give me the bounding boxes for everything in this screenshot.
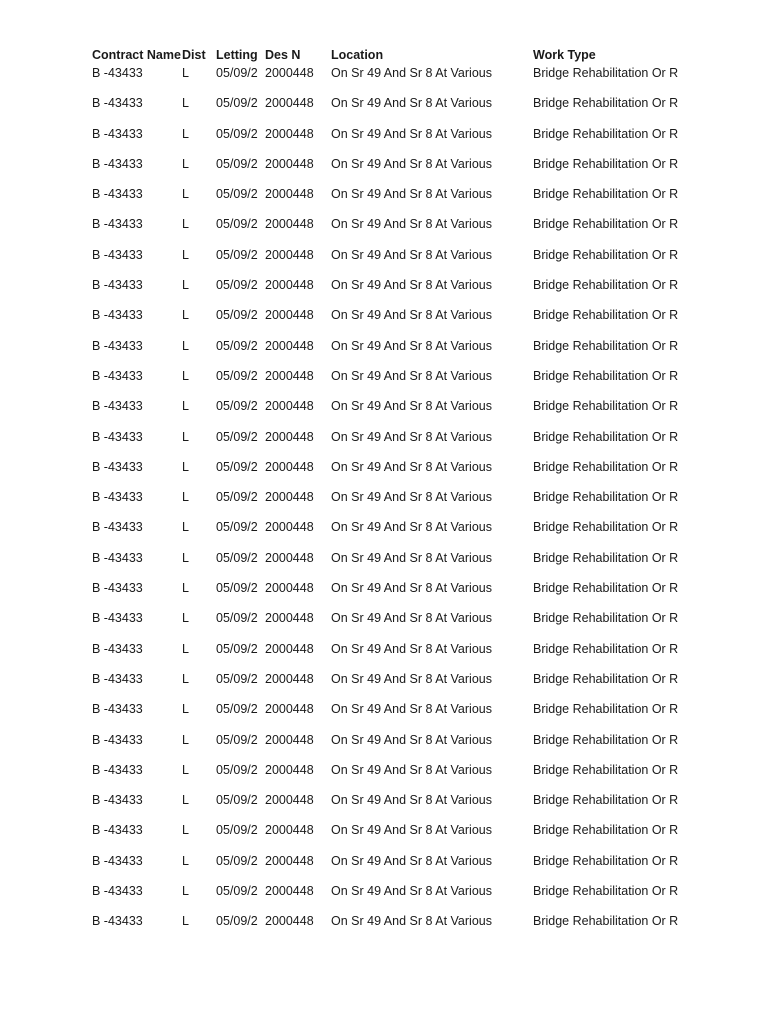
cell-des-n: 2000448	[265, 641, 314, 656]
cell-des-n: 2000448	[265, 429, 314, 444]
table-row	[0, 458, 768, 488]
cell-des-n: 2000448	[265, 520, 314, 535]
cell-des-n: 2000448	[265, 793, 314, 808]
cell-location: On Sr 49 And Sr 8 At Various	[331, 429, 492, 444]
cell-location: On Sr 49 And Sr 8 At Various	[331, 308, 492, 323]
cell-letting: 05/09/2	[216, 126, 258, 141]
cell-des-n: 2000448	[265, 702, 314, 717]
cell-letting: 05/09/2	[216, 278, 258, 293]
cell-contract-name: B -43433	[92, 156, 143, 171]
cell-location: On Sr 49 And Sr 8 At Various	[331, 581, 492, 596]
cell-dist: L	[182, 520, 189, 535]
cell-work-type: Bridge Rehabilitation Or R	[533, 187, 679, 202]
cell-dist: L	[182, 278, 189, 293]
cell-letting: 05/09/2	[216, 581, 258, 596]
cell-location: On Sr 49 And Sr 8 At Various	[331, 853, 492, 868]
cell-dist: L	[182, 429, 189, 444]
cell-des-n: 2000448	[265, 611, 314, 626]
cell-contract-name: B -43433	[92, 884, 143, 899]
table-row	[0, 579, 768, 609]
cell-contract-name: B -43433	[92, 126, 143, 141]
table-row	[0, 428, 768, 458]
cell-location: On Sr 49 And Sr 8 At Various	[331, 884, 492, 899]
cell-work-type: Bridge Rehabilitation Or R	[533, 368, 679, 383]
table-row	[0, 852, 768, 882]
table-row	[0, 761, 768, 791]
cell-des-n: 2000448	[265, 762, 314, 777]
table-row	[0, 337, 768, 367]
cell-dist: L	[182, 217, 189, 232]
cell-dist: L	[182, 853, 189, 868]
header-work-type: Work Type	[533, 48, 596, 62]
cell-contract-name: B -43433	[92, 823, 143, 838]
cell-contract-name: B -43433	[92, 641, 143, 656]
cell-work-type: Bridge Rehabilitation Or R	[533, 126, 679, 141]
cell-contract-name: B -43433	[92, 581, 143, 596]
cell-contract-name: B -43433	[92, 96, 143, 111]
cell-des-n: 2000448	[265, 187, 314, 202]
cell-des-n: 2000448	[265, 732, 314, 747]
cell-contract-name: B -43433	[92, 429, 143, 444]
cell-des-n: 2000448	[265, 459, 314, 474]
cell-letting: 05/09/2	[216, 156, 258, 171]
cell-letting: 05/09/2	[216, 793, 258, 808]
cell-letting: 05/09/2	[216, 520, 258, 535]
table-row	[0, 306, 768, 336]
cell-contract-name: B -43433	[92, 368, 143, 383]
cell-des-n: 2000448	[265, 914, 314, 929]
cell-des-n: 2000448	[265, 884, 314, 899]
cell-contract-name: B -43433	[92, 399, 143, 414]
cell-work-type: Bridge Rehabilitation Or R	[533, 96, 679, 111]
cell-work-type: Bridge Rehabilitation Or R	[533, 671, 679, 686]
cell-des-n: 2000448	[265, 156, 314, 171]
table-row	[0, 215, 768, 245]
table-row	[0, 64, 768, 94]
cell-location: On Sr 49 And Sr 8 At Various	[331, 66, 492, 80]
cell-des-n: 2000448	[265, 66, 314, 80]
cell-work-type: Bridge Rehabilitation Or R	[533, 581, 679, 596]
cell-work-type: Bridge Rehabilitation Or R	[533, 308, 679, 323]
cell-work-type: Bridge Rehabilitation Or R	[533, 217, 679, 232]
cell-dist: L	[182, 823, 189, 838]
table-row	[0, 912, 768, 942]
cell-location: On Sr 49 And Sr 8 At Various	[331, 914, 492, 929]
cell-des-n: 2000448	[265, 338, 314, 353]
cell-work-type: Bridge Rehabilitation Or R	[533, 399, 679, 414]
cell-des-n: 2000448	[265, 96, 314, 111]
header-location: Location	[331, 48, 384, 62]
cell-dist: L	[182, 762, 189, 777]
cell-work-type: Bridge Rehabilitation Or R	[533, 156, 679, 171]
cell-letting: 05/09/2	[216, 853, 258, 868]
table-row	[0, 700, 768, 730]
table-row	[0, 518, 768, 548]
cell-des-n: 2000448	[265, 126, 314, 141]
cell-letting: 05/09/2	[216, 914, 258, 929]
cell-des-n: 2000448	[265, 247, 314, 262]
cell-location: On Sr 49 And Sr 8 At Various	[331, 278, 492, 293]
cell-dist: L	[182, 338, 189, 353]
cell-letting: 05/09/2	[216, 641, 258, 656]
cell-dist: L	[182, 550, 189, 565]
cell-des-n: 2000448	[265, 581, 314, 596]
cell-letting: 05/09/2	[216, 429, 258, 444]
cell-contract-name: B -43433	[92, 611, 143, 626]
cell-location: On Sr 49 And Sr 8 At Various	[331, 520, 492, 535]
cell-contract-name: B -43433	[92, 490, 143, 505]
table-row	[0, 367, 768, 397]
cell-work-type: Bridge Rehabilitation Or R	[533, 732, 679, 747]
cell-work-type: Bridge Rehabilitation Or R	[533, 914, 679, 929]
cell-dist: L	[182, 96, 189, 111]
cell-contract-name: B -43433	[92, 247, 143, 262]
cell-dist: L	[182, 581, 189, 596]
cell-contract-name: B -43433	[92, 914, 143, 929]
cell-location: On Sr 49 And Sr 8 At Various	[331, 338, 492, 353]
table-row	[0, 791, 768, 821]
cell-location: On Sr 49 And Sr 8 At Various	[331, 247, 492, 262]
cell-contract-name: B -43433	[92, 671, 143, 686]
cell-contract-name: B -43433	[92, 550, 143, 565]
cell-dist: L	[182, 914, 189, 929]
cell-location: On Sr 49 And Sr 8 At Various	[331, 793, 492, 808]
cell-dist: L	[182, 156, 189, 171]
cell-letting: 05/09/2	[216, 490, 258, 505]
cell-work-type: Bridge Rehabilitation Or R	[533, 520, 679, 535]
cell-work-type: Bridge Rehabilitation Or R	[533, 338, 679, 353]
cell-location: On Sr 49 And Sr 8 At Various	[331, 459, 492, 474]
cell-dist: L	[182, 187, 189, 202]
cell-contract-name: B -43433	[92, 217, 143, 232]
cell-work-type: Bridge Rehabilitation Or R	[533, 702, 679, 717]
cell-letting: 05/09/2	[216, 217, 258, 232]
cell-dist: L	[182, 884, 189, 899]
cell-work-type: Bridge Rehabilitation Or R	[533, 429, 679, 444]
cell-work-type: Bridge Rehabilitation Or R	[533, 793, 679, 808]
cell-letting: 05/09/2	[216, 884, 258, 899]
table-row	[0, 185, 768, 215]
cell-dist: L	[182, 793, 189, 808]
cell-location: On Sr 49 And Sr 8 At Various	[331, 490, 492, 505]
cell-letting: 05/09/2	[216, 550, 258, 565]
cell-location: On Sr 49 And Sr 8 At Various	[331, 126, 492, 141]
cell-work-type: Bridge Rehabilitation Or R	[533, 66, 679, 80]
cell-dist: L	[182, 368, 189, 383]
cell-work-type: Bridge Rehabilitation Or R	[533, 641, 679, 656]
header-letting: Letting	[216, 48, 258, 62]
table-body	[0, 64, 768, 943]
header-contract-name: Contract Name	[92, 48, 181, 62]
table-row	[0, 549, 768, 579]
cell-letting: 05/09/2	[216, 671, 258, 686]
cell-location: On Sr 49 And Sr 8 At Various	[331, 399, 492, 414]
table-row	[0, 155, 768, 185]
table-header	[0, 46, 768, 64]
cell-letting: 05/09/2	[216, 247, 258, 262]
cell-des-n: 2000448	[265, 853, 314, 868]
cell-letting: 05/09/2	[216, 611, 258, 626]
cell-location: On Sr 49 And Sr 8 At Various	[331, 156, 492, 171]
cell-letting: 05/09/2	[216, 823, 258, 838]
cell-des-n: 2000448	[265, 671, 314, 686]
cell-location: On Sr 49 And Sr 8 At Various	[331, 550, 492, 565]
table-row	[0, 670, 768, 700]
cell-des-n: 2000448	[265, 308, 314, 323]
cell-contract-name: B -43433	[92, 762, 143, 777]
cell-location: On Sr 49 And Sr 8 At Various	[331, 368, 492, 383]
cell-contract-name: B -43433	[92, 278, 143, 293]
cell-contract-name: B -43433	[92, 66, 143, 80]
cell-des-n: 2000448	[265, 368, 314, 383]
cell-contract-name: B -43433	[92, 793, 143, 808]
cell-des-n: 2000448	[265, 823, 314, 838]
cell-work-type: Bridge Rehabilitation Or R	[533, 884, 679, 899]
cell-contract-name: B -43433	[92, 459, 143, 474]
cell-des-n: 2000448	[265, 490, 314, 505]
cell-des-n: 2000448	[265, 399, 314, 414]
cell-letting: 05/09/2	[216, 308, 258, 323]
table-row	[0, 640, 768, 670]
table-row	[0, 246, 768, 276]
cell-letting: 05/09/2	[216, 702, 258, 717]
cell-contract-name: B -43433	[92, 702, 143, 717]
cell-letting: 05/09/2	[216, 338, 258, 353]
cell-location: On Sr 49 And Sr 8 At Various	[331, 96, 492, 111]
cell-letting: 05/09/2	[216, 762, 258, 777]
cell-location: On Sr 49 And Sr 8 At Various	[331, 217, 492, 232]
cell-letting: 05/09/2	[216, 368, 258, 383]
table-row	[0, 821, 768, 851]
cell-work-type: Bridge Rehabilitation Or R	[533, 490, 679, 505]
table-row	[0, 397, 768, 427]
table-row	[0, 125, 768, 155]
cell-letting: 05/09/2	[216, 399, 258, 414]
table-row	[0, 882, 768, 912]
cell-location: On Sr 49 And Sr 8 At Various	[331, 702, 492, 717]
table-row	[0, 94, 768, 124]
cell-dist: L	[182, 702, 189, 717]
cell-letting: 05/09/2	[216, 459, 258, 474]
cell-location: On Sr 49 And Sr 8 At Various	[331, 187, 492, 202]
cell-contract-name: B -43433	[92, 187, 143, 202]
cell-dist: L	[182, 459, 189, 474]
cell-work-type: Bridge Rehabilitation Or R	[533, 278, 679, 293]
cell-location: On Sr 49 And Sr 8 At Various	[331, 671, 492, 686]
cell-contract-name: B -43433	[92, 732, 143, 747]
table-row	[0, 609, 768, 639]
header-dist: Dist	[182, 48, 206, 62]
cell-dist: L	[182, 66, 189, 80]
cell-work-type: Bridge Rehabilitation Or R	[533, 762, 679, 777]
cell-location: On Sr 49 And Sr 8 At Various	[331, 611, 492, 626]
table-row	[0, 276, 768, 306]
cell-des-n: 2000448	[265, 217, 314, 232]
cell-letting: 05/09/2	[216, 187, 258, 202]
cell-location: On Sr 49 And Sr 8 At Various	[331, 823, 492, 838]
cell-dist: L	[182, 399, 189, 414]
cell-dist: L	[182, 490, 189, 505]
cell-letting: 05/09/2	[216, 732, 258, 747]
cell-location: On Sr 49 And Sr 8 At Various	[331, 641, 492, 656]
cell-dist: L	[182, 641, 189, 656]
cell-location: On Sr 49 And Sr 8 At Various	[331, 762, 492, 777]
cell-contract-name: B -43433	[92, 520, 143, 535]
cell-dist: L	[182, 126, 189, 141]
table-row	[0, 488, 768, 518]
cell-dist: L	[182, 671, 189, 686]
cell-des-n: 2000448	[265, 550, 314, 565]
cell-letting: 05/09/2	[216, 66, 258, 80]
cell-location: On Sr 49 And Sr 8 At Various	[331, 732, 492, 747]
cell-work-type: Bridge Rehabilitation Or R	[533, 823, 679, 838]
cell-contract-name: B -43433	[92, 853, 143, 868]
header-des-n: Des N	[265, 48, 301, 62]
cell-dist: L	[182, 308, 189, 323]
cell-work-type: Bridge Rehabilitation Or R	[533, 459, 679, 474]
cell-work-type: Bridge Rehabilitation Or R	[533, 611, 679, 626]
cell-dist: L	[182, 247, 189, 262]
cell-dist: L	[182, 611, 189, 626]
cell-work-type: Bridge Rehabilitation Or R	[533, 247, 679, 262]
cell-contract-name: B -43433	[92, 308, 143, 323]
cell-contract-name: B -43433	[92, 338, 143, 353]
cell-des-n: 2000448	[265, 278, 314, 293]
cell-work-type: Bridge Rehabilitation Or R	[533, 550, 679, 565]
table-row	[0, 731, 768, 761]
cell-letting: 05/09/2	[216, 96, 258, 111]
cell-work-type: Bridge Rehabilitation Or R	[533, 853, 679, 868]
cell-dist: L	[182, 732, 189, 747]
